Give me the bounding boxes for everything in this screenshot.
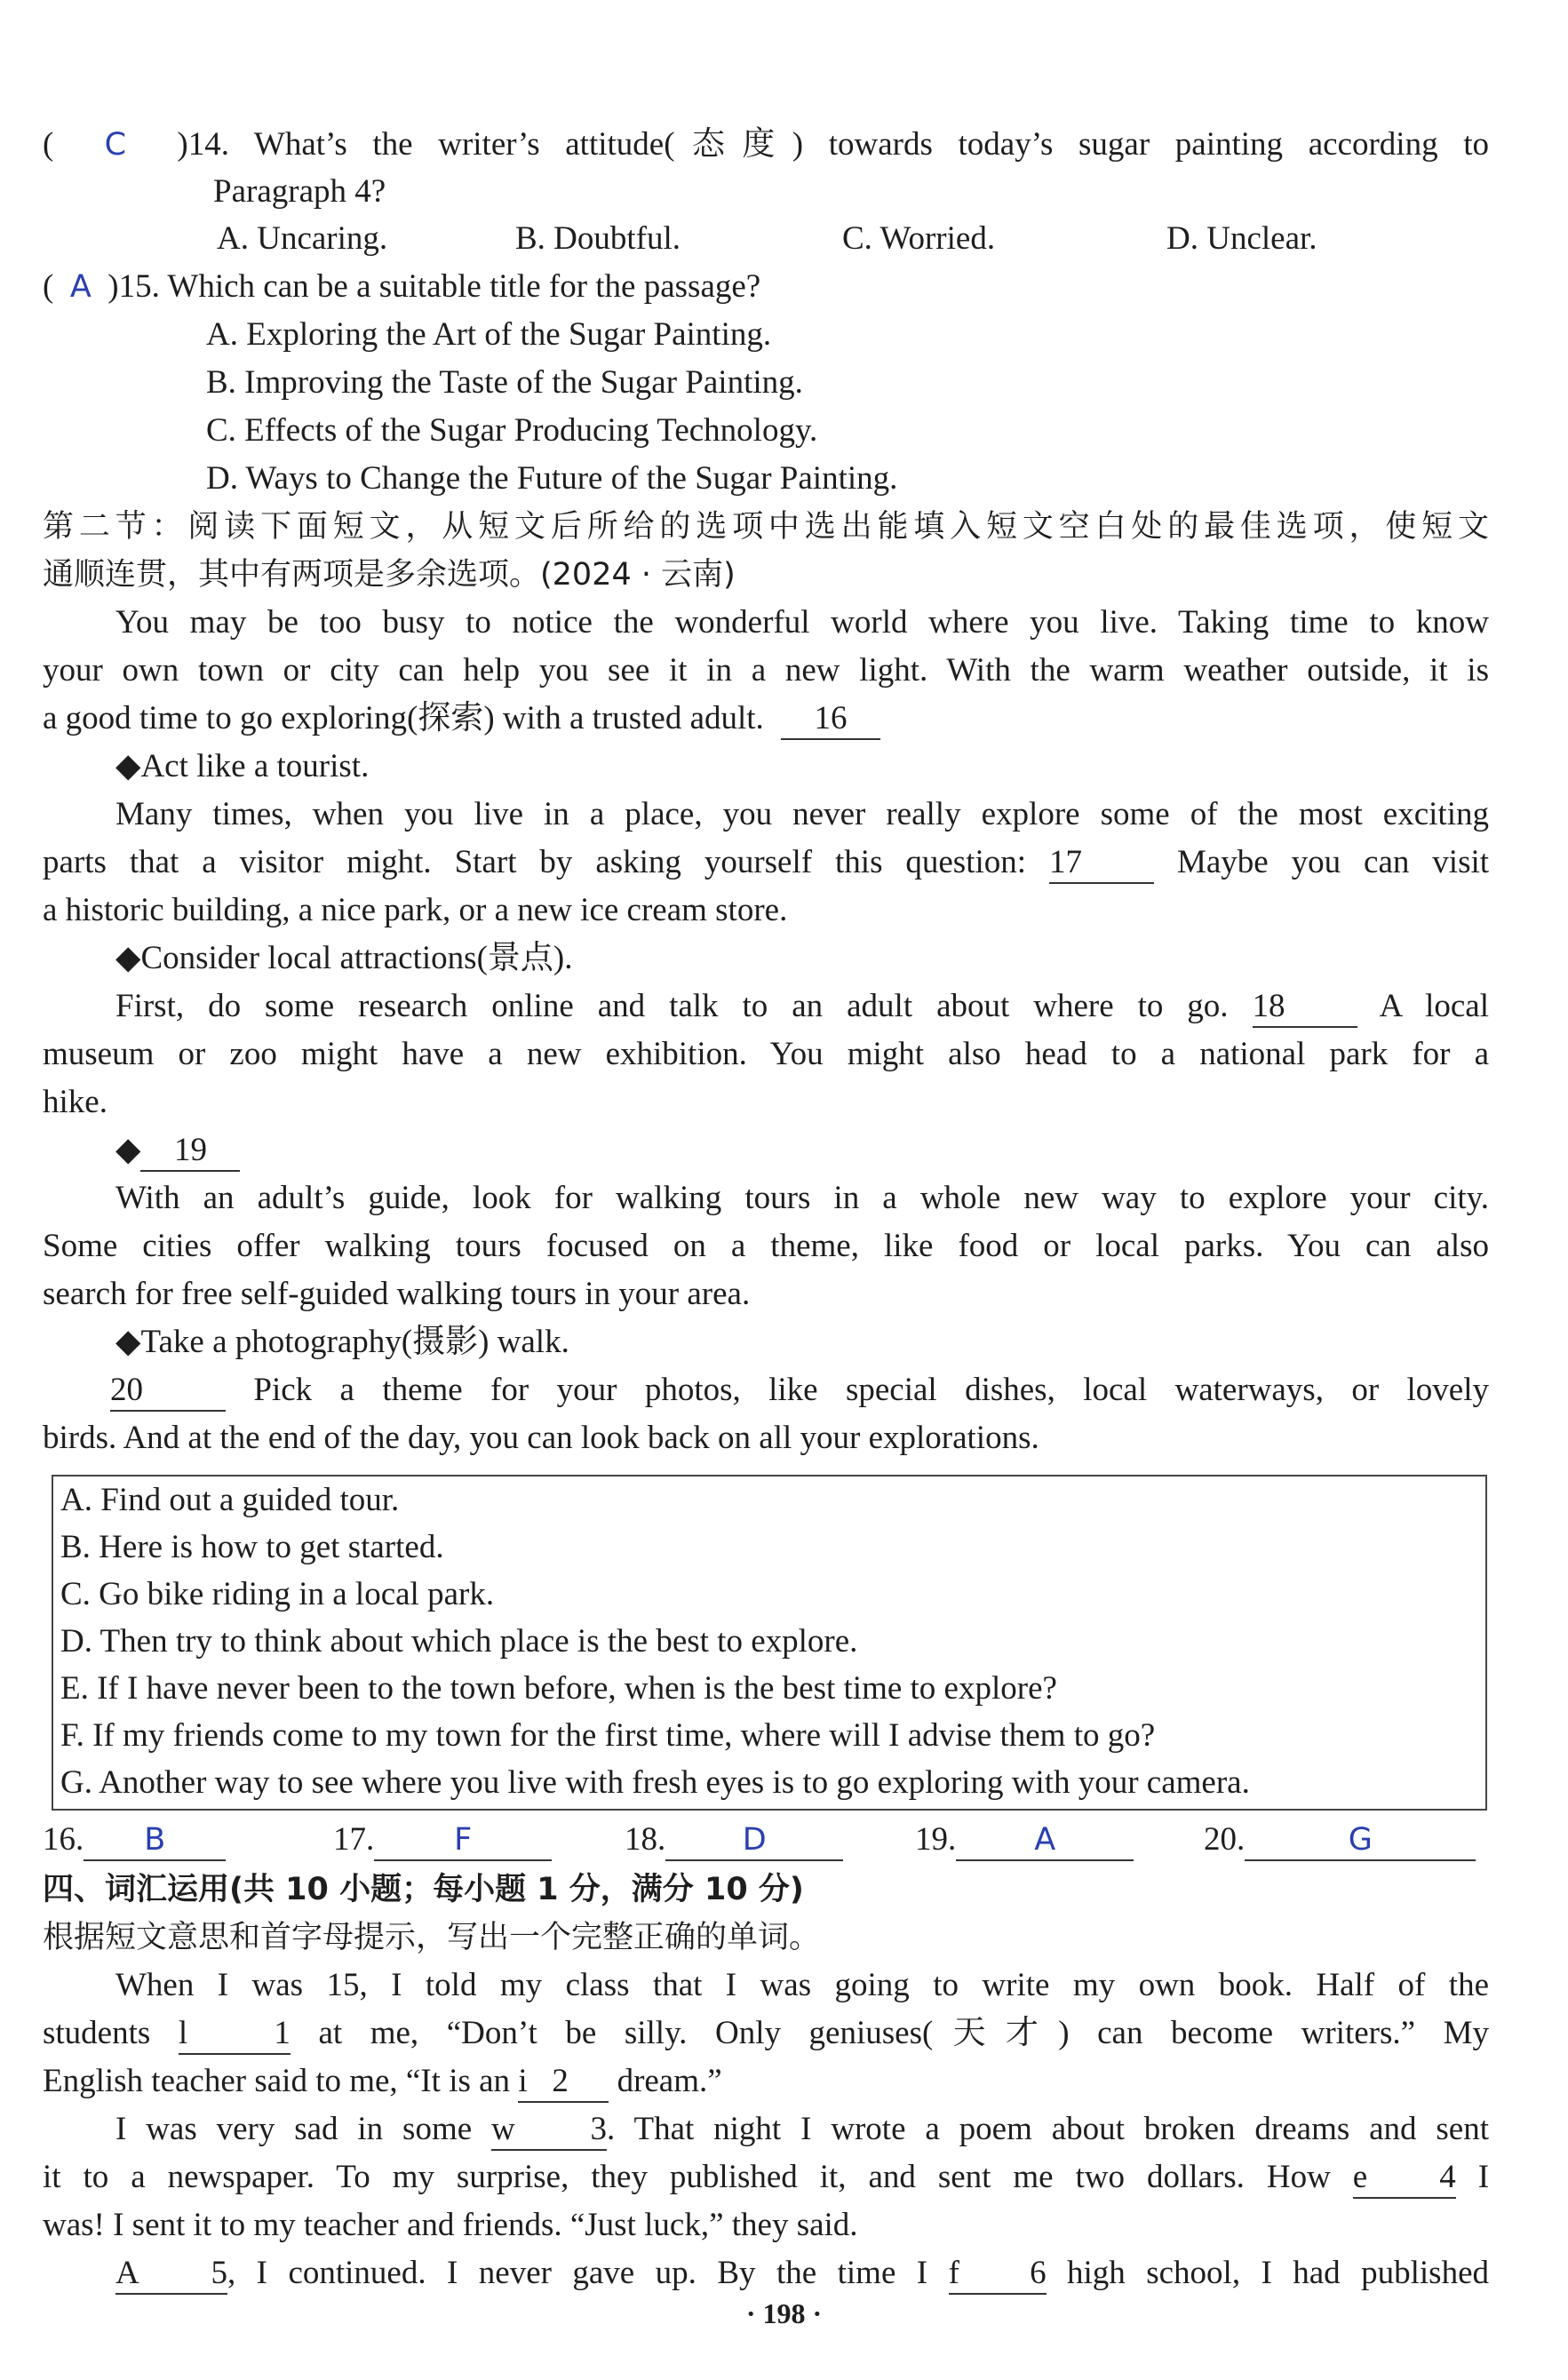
choice-f: F. If my friends come to my town for the first time, where will I advise them to go? bbox=[60, 1717, 1156, 1754]
vocab-l5: it to a newspaper. To my surprise, they published it, and sent me two dollars. How e 4 I bbox=[43, 2155, 1489, 2200]
q14-stem: )14. What’s the writer’s attitude(态度) towards today’s sugar painting according to bbox=[177, 126, 1489, 163]
blank-17: 17 bbox=[1049, 843, 1154, 884]
choice-g: G. Another way to see where you live with fresh eyes is to go exploring with your camera. bbox=[60, 1764, 1250, 1801]
q14-option-b: B. Doubtful. bbox=[515, 220, 681, 257]
blank-20: 20 bbox=[110, 1371, 226, 1412]
q14-option-c: C. Worried. bbox=[842, 220, 996, 257]
q14-option-a: A. Uncaring. bbox=[217, 220, 388, 257]
answer-18: 18. D bbox=[625, 1818, 843, 1862]
q15-answer: A bbox=[69, 269, 92, 305]
q14-bracket: ( C bbox=[43, 126, 127, 163]
vocab-blank-3: w 3 bbox=[491, 2110, 607, 2151]
passage-p2-l2: parts that a visitor might. Start by asking yourself this question: 17 Maybe you can visit bbox=[43, 840, 1489, 885]
blank-16: 16 bbox=[781, 699, 880, 740]
choice-c: C. Go bike riding in a local park. bbox=[60, 1576, 495, 1612]
vocab-l3: English teacher said to me, “It is an i 2 dream.” bbox=[43, 2059, 722, 2104]
choice-b: B. Here is how to get started. bbox=[60, 1529, 444, 1565]
vocab-blank-2: i 2 bbox=[518, 2062, 609, 2103]
passage-p1-l3: a good time to go exploring(探索) with a trusted adult. 16 bbox=[43, 696, 880, 741]
choice-e: E. If I have never been to the town before, when is the best time to explore? bbox=[60, 1670, 1057, 1707]
q14-stem-cont: Paragraph 4? bbox=[213, 173, 386, 210]
passage-p4-l3: search for free self-guided walking tours in your area. bbox=[43, 1276, 751, 1312]
q15-option-c: C. Effects of the Sugar Producing Technology. bbox=[206, 412, 818, 449]
answer-20: 20. G bbox=[1204, 1818, 1476, 1862]
answer-19: 19. A bbox=[915, 1818, 1134, 1862]
passage-p2-l3: a historic building, a nice park, or a new ice cream store. bbox=[43, 892, 788, 928]
passage-p3-l2: museum or zoo might have a new exhibition. You might also head to a national park for a bbox=[43, 1036, 1489, 1072]
choice-a: A. Find out a guided tour. bbox=[60, 1482, 400, 1518]
answer-17: 17. F bbox=[333, 1818, 552, 1862]
q14-answer: C bbox=[104, 127, 127, 163]
vocab-blank-4: e 4 bbox=[1353, 2158, 1456, 2199]
heading-consider-attractions: ◆Consider local attractions(景点). bbox=[115, 940, 573, 976]
blank-18: 18 bbox=[1253, 987, 1357, 1028]
q15-option-a: A. Exploring the Art of the Sugar Painting. bbox=[206, 316, 772, 353]
answer-16: 16. B bbox=[43, 1818, 226, 1862]
section2-instruction-2: 通顺连贯，其中有两项是多余选项。(2024 · 云南) bbox=[43, 557, 736, 593]
section4-title: 四、词汇运用(共 10 小题；每小题 1 分，满分 10 分) bbox=[43, 1872, 804, 1907]
heading-19: ◆ 19 bbox=[115, 1128, 240, 1173]
q15-stem: )15. Which can be a suitable title for the passage? bbox=[107, 268, 761, 305]
passage-p4-l2: Some cities offer walking tours focused on a theme, like food or local parks. You can also bbox=[43, 1228, 1489, 1264]
heading-act-like-tourist: ◆Act like a tourist. bbox=[115, 748, 370, 784]
q15-option-d: D. Ways to Change the Future of the Sugar Painting. bbox=[206, 460, 898, 497]
page-number: · 198 · bbox=[745, 2297, 823, 2329]
blank-19: 19 bbox=[140, 1131, 240, 1172]
section4-instruction: 根据短文意思和首字母提示，写出一个完整正确的单词。 bbox=[43, 1920, 821, 1955]
vocab-l6: was! I sent it to my teacher and friends. “Just luck,” they said. bbox=[43, 2207, 858, 2243]
vocab-l1: When I was 15, I told my class that I was going to write my own book. Half of the bbox=[115, 1967, 1489, 2003]
vocab-blank-6: f 6 bbox=[949, 2254, 1047, 2295]
vocab-blank-5: A 5 bbox=[115, 2254, 227, 2295]
q14-option-d: D. Unclear. bbox=[1166, 220, 1317, 257]
q15-option-b: B. Improving the Taste of the Sugar Painting. bbox=[206, 364, 803, 401]
vocab-blank-1: l 1 bbox=[179, 2014, 291, 2055]
passage-p5-l2: birds. And at the end of the day, you can look back on all your explorations. bbox=[43, 1420, 1039, 1456]
section2-instruction-1: 第二节：阅读下面短文，从短文后所给的选项中选出能填入短文空白处的最佳选项，使短文 bbox=[43, 509, 1489, 545]
passage-p5-l1: 20 Pick a theme for your photos, like special dishes, local waterways, or lovely bbox=[110, 1368, 1489, 1413]
passage-p4-l1: With an adult’s guide, look for walking tours in a whole new way to explore your city. bbox=[115, 1180, 1489, 1216]
choice-d: D. Then try to think about which place is the best to explore. bbox=[60, 1623, 858, 1660]
passage-p3-l3: hike. bbox=[43, 1084, 107, 1120]
heading-photography-walk: ◆Take a photography(摄影) walk. bbox=[115, 1324, 569, 1360]
passage-p2-l1: Many times, when you live in a place, you never really explore some of the most exciting bbox=[115, 796, 1489, 832]
vocab-l4: I was very sad in some w 3. That night I wrote a poem about broken dreams and sent bbox=[115, 2107, 1489, 2152]
passage-p1-l2: your own town or city can help you see it in a new light. With the warm weather outside, it is bbox=[43, 652, 1489, 689]
passage-p1-l1: You may be too busy to notice the wonderful world where you live. Taking time to know bbox=[115, 604, 1489, 641]
vocab-l7: A 5, I continued. I never gave up. By the time I f 6 high school, I had published bbox=[115, 2251, 1489, 2296]
passage-p3-l1: First, do some research online and talk to an adult about where to go. 18 A local bbox=[115, 984, 1489, 1029]
q14-line bbox=[43, 123, 1489, 167]
vocab-l2: students l 1 at me, “Don’t be silly. Only geniuses(天才) can become writers.” My bbox=[43, 2011, 1489, 2056]
q15-line: ( A )15. Which can be a suitable title for the passage? bbox=[43, 268, 761, 305]
